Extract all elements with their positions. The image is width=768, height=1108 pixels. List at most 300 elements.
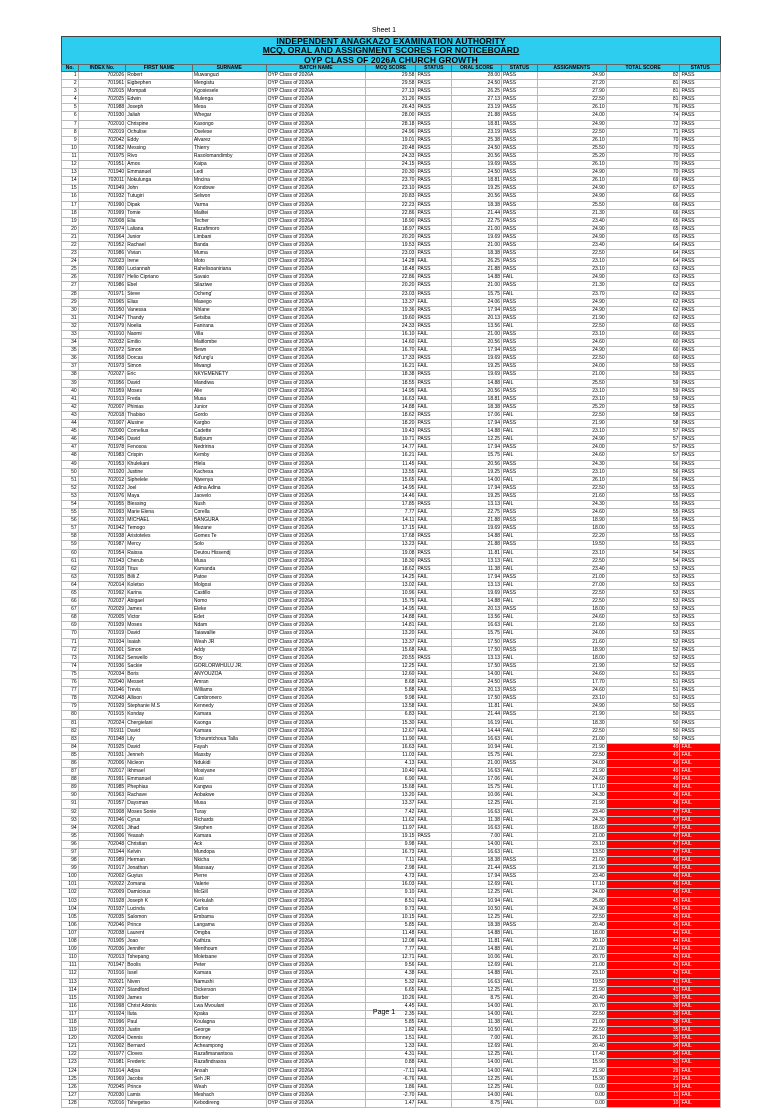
mcq-score: 9.56 <box>366 962 416 970</box>
assignments: 18.00 <box>537 606 606 614</box>
mcq-status: FAIL <box>416 735 452 743</box>
surname: Kamara <box>192 727 266 735</box>
assignments: 24.00 <box>537 444 606 452</box>
row-no: 127 <box>62 1091 79 1099</box>
index-no: 702030 <box>78 1091 126 1099</box>
mcq-status: PASS <box>416 282 452 290</box>
total-status: FAIL <box>680 1002 721 1010</box>
table-row <box>62 727 721 735</box>
assignments: 25.20 <box>537 152 606 160</box>
index-no: 701998 <box>78 1002 126 1010</box>
batch-name: OYP Class of 2026A <box>266 581 366 589</box>
surname: Acheampong <box>192 1043 266 1051</box>
mcq-status: FAIL <box>416 363 452 371</box>
table-row <box>62 509 721 517</box>
assignments: 24.90 <box>537 436 606 444</box>
total-score: 53 <box>606 614 680 622</box>
mcq-score: 10.40 <box>366 768 416 776</box>
surname: Limbani <box>192 233 266 241</box>
surname: Weah <box>192 1083 266 1091</box>
table-row <box>62 703 721 711</box>
oral-status: FAIL <box>502 1051 538 1059</box>
row-no: 12 <box>62 161 79 169</box>
index-no: 702022 <box>78 881 126 889</box>
mcq-status: FAIL <box>416 687 452 695</box>
oral-status: PASS <box>502 209 538 217</box>
oral-status: PASS <box>502 347 538 355</box>
assignments: 17.10 <box>537 881 606 889</box>
batch-name: OYP Class of 2026A <box>266 266 366 274</box>
assignments: 24.90 <box>537 233 606 241</box>
surname: Razafimoro <box>192 225 266 233</box>
batch-name: OYP Class of 2026A <box>266 355 366 363</box>
row-no: 44 <box>62 420 79 428</box>
surname: Kargbo <box>192 420 266 428</box>
batch-name: OYP Class of 2026A <box>266 298 366 306</box>
total-score: 55 <box>606 484 680 492</box>
batch-name: OYP Class of 2026A <box>266 905 366 913</box>
mcq-score: 16.21 <box>366 363 416 371</box>
first-name: Prince <box>126 921 193 929</box>
row-no: 102 <box>62 889 79 897</box>
batch-name: OYP Class of 2026A <box>266 541 366 549</box>
oral-status: FAIL <box>502 428 538 436</box>
table-row <box>62 452 721 460</box>
table-row <box>62 298 721 306</box>
first-name: Eric <box>126 371 193 379</box>
oral-status: PASS <box>502 371 538 379</box>
first-name: Guyius <box>126 873 193 881</box>
oral-score: 13.56 <box>452 322 502 330</box>
first-name: Tutugiri <box>126 193 193 201</box>
total-status: PASS <box>680 679 721 687</box>
batch-name: OYP Class of 2026A <box>266 420 366 428</box>
table-row <box>62 792 721 800</box>
first-name: Nokulunga <box>126 177 193 185</box>
surname: Kerkulah <box>192 897 266 905</box>
assignments: 21.90 <box>537 1067 606 1075</box>
batch-name: OYP Class of 2026A <box>266 1035 366 1043</box>
total-score: 70 <box>606 152 680 160</box>
table-row <box>62 759 721 767</box>
oral-score: 20.56 <box>452 193 502 201</box>
total-score: 46 <box>606 881 680 889</box>
row-no: 5 <box>62 104 79 112</box>
assignments: 21.90 <box>537 314 606 322</box>
oral-status: FAIL <box>502 978 538 986</box>
row-no: 113 <box>62 978 79 986</box>
total-score: 55 <box>606 509 680 517</box>
mcq-status: FAIL <box>416 646 452 654</box>
oral-score: 22.75 <box>452 509 502 517</box>
oral-score: 14.88 <box>452 929 502 937</box>
mcq-score: 16.63 <box>366 395 416 403</box>
surname: Bonney <box>192 1035 266 1043</box>
table-body <box>62 72 721 1108</box>
row-no: 116 <box>62 1002 79 1010</box>
row-no: 32 <box>62 322 79 330</box>
total-status: FAIL <box>680 1051 721 1059</box>
oral-score: 28.00 <box>452 72 502 80</box>
oral-status: FAIL <box>502 411 538 419</box>
batch-name: OYP Class of 2026A <box>266 525 366 533</box>
index-no: 701914 <box>78 1067 126 1075</box>
assignments: 0.00 <box>537 1099 606 1107</box>
total-score: 48 <box>606 792 680 800</box>
oral-status: FAIL <box>502 735 538 743</box>
surname: Razafindrasoa <box>192 1059 266 1067</box>
total-status: FAIL <box>680 1035 721 1043</box>
first-name: Iluta <box>126 1010 193 1018</box>
oral-status: PASS <box>502 679 538 687</box>
surname: Fayah <box>192 743 266 751</box>
batch-name: OYP Class of 2026A <box>266 201 366 209</box>
row-no: 69 <box>62 622 79 630</box>
total-status: PASS <box>680 638 721 646</box>
first-name: Jaliah <box>126 112 193 120</box>
row-no: 29 <box>62 298 79 306</box>
row-no: 20 <box>62 225 79 233</box>
index-no: 701981 <box>78 1059 126 1067</box>
mcq-score: 11.48 <box>366 929 416 937</box>
mcq-status: PASS <box>416 549 452 557</box>
batch-name: OYP Class of 2026A <box>266 849 366 857</box>
table-row <box>62 88 721 96</box>
total-score: 47 <box>606 808 680 816</box>
oral-score: 17.94 <box>452 484 502 492</box>
oral-status: PASS <box>502 282 538 290</box>
mcq-status: FAIL <box>416 1035 452 1043</box>
total-status: PASS <box>680 96 721 104</box>
first-name: Mercy <box>126 541 193 549</box>
total-status: FAIL <box>680 1027 721 1035</box>
total-score: 46 <box>606 873 680 881</box>
assignments: 23.10 <box>537 549 606 557</box>
oral-score: 21.00 <box>452 282 502 290</box>
oral-score: 8.75 <box>452 994 502 1002</box>
index-no: 702023 <box>78 258 126 266</box>
table-row <box>62 1083 721 1091</box>
oral-score: 21.44 <box>452 209 502 217</box>
mcq-status: FAIL <box>416 1010 452 1018</box>
row-no: 65 <box>62 590 79 598</box>
total-score: 63 <box>606 266 680 274</box>
total-status: FAIL <box>680 881 721 889</box>
first-name: Laurent <box>126 929 193 937</box>
batch-name: OYP Class of 2026A <box>266 735 366 743</box>
mcq-score: 27.13 <box>366 88 416 96</box>
oral-score: 20.56 <box>452 387 502 395</box>
mcq-score: 11.03 <box>366 751 416 759</box>
row-no: 90 <box>62 792 79 800</box>
total-status: FAIL <box>680 978 721 986</box>
row-no: 16 <box>62 193 79 201</box>
mcq-status: FAIL <box>416 573 452 581</box>
table-row <box>62 290 721 298</box>
mcq-status: FAIL <box>416 468 452 476</box>
oral-status: FAIL <box>502 322 538 330</box>
first-name: Cloves <box>126 1051 193 1059</box>
index-no: 702013 <box>78 954 126 962</box>
row-no: 74 <box>62 662 79 670</box>
table-row <box>62 217 721 225</box>
oral-score: 11.81 <box>452 938 502 946</box>
index-no: 701908 <box>78 808 126 816</box>
mcq-status: PASS <box>416 217 452 225</box>
mcq-status: PASS <box>416 533 452 541</box>
table-row <box>62 962 721 970</box>
index-no: 702027 <box>78 371 126 379</box>
total-score: 11 <box>606 1091 680 1099</box>
total-status: PASS <box>680 509 721 517</box>
first-name: Abigael <box>126 598 193 606</box>
surname: Kondowe <box>192 185 266 193</box>
mcq-score: 4.13 <box>366 759 416 767</box>
oral-score: 15.75 <box>452 751 502 759</box>
table-row <box>62 112 721 120</box>
row-no: 37 <box>62 363 79 371</box>
surname: Kgosiesele <box>192 88 266 96</box>
first-name: Aristoteles <box>126 533 193 541</box>
mcq-score: 7.11 <box>366 857 416 865</box>
total-status: PASS <box>680 379 721 387</box>
index-no: 702000 <box>78 428 126 436</box>
table-row <box>62 379 721 387</box>
assignments: 24.30 <box>537 816 606 824</box>
mcq-status: PASS <box>416 152 452 160</box>
index-no: 701913 <box>78 395 126 403</box>
assignments: 24.30 <box>537 500 606 508</box>
mcq-score: 10.15 <box>366 913 416 921</box>
batch-name: OYP Class of 2026A <box>266 322 366 330</box>
index-no: 701940 <box>78 169 126 177</box>
surname: Mesa <box>192 104 266 112</box>
first-name: Laliana <box>126 225 193 233</box>
row-no: 79 <box>62 703 79 711</box>
batch-name: OYP Class of 2026A <box>266 161 366 169</box>
oral-status: FAIL <box>502 533 538 541</box>
index-no: 702032 <box>78 339 126 347</box>
mcq-score: 9.98 <box>366 840 416 848</box>
first-name: Amos <box>126 161 193 169</box>
assignments: 25.20 <box>537 403 606 411</box>
mcq-status: FAIL <box>416 444 452 452</box>
oral-score: 20.13 <box>452 314 502 322</box>
surname: Kathiza <box>192 938 266 946</box>
assignments: 15.90 <box>537 1075 606 1083</box>
surname: Ndam <box>192 622 266 630</box>
first-name: Simon <box>126 347 193 355</box>
table-row <box>62 525 721 533</box>
row-no: 96 <box>62 840 79 848</box>
row-no: 73 <box>62 654 79 662</box>
index-no: 701985 <box>78 784 126 792</box>
oral-status: PASS <box>502 711 538 719</box>
oral-status: FAIL <box>502 476 538 484</box>
index-no: 701992 <box>78 590 126 598</box>
total-status: PASS <box>680 314 721 322</box>
surname: Banda <box>192 241 266 249</box>
oral-score: 22.75 <box>452 217 502 225</box>
mcq-status: PASS <box>416 88 452 96</box>
index-no: 701932 <box>78 193 126 201</box>
mcq-score: 16.21 <box>366 452 416 460</box>
mcq-status: FAIL <box>416 816 452 824</box>
assignments: 23.10 <box>537 428 606 436</box>
first-name: Jihad <box>126 824 193 832</box>
mcq-status: FAIL <box>416 921 452 929</box>
assignments: 23.10 <box>537 970 606 978</box>
table-row <box>62 347 721 355</box>
row-no: 34 <box>62 339 79 347</box>
batch-name: OYP Class of 2026A <box>266 492 366 500</box>
first-name: Christ Adonis <box>126 1002 193 1010</box>
oral-score: 12.25 <box>452 436 502 444</box>
row-no: 17 <box>62 201 79 209</box>
mcq-status: FAIL <box>416 970 452 978</box>
total-score: 65 <box>606 217 680 225</box>
table-row <box>62 857 721 865</box>
batch-name: OYP Class of 2026A <box>266 371 366 379</box>
oral-status: PASS <box>502 387 538 395</box>
mcq-status: FAIL <box>416 978 452 986</box>
total-status: PASS <box>680 339 721 347</box>
table-row <box>62 646 721 654</box>
table-row <box>62 913 721 921</box>
index-no: 702004 <box>78 1035 126 1043</box>
total-score: 62 <box>606 306 680 314</box>
surname: Mailtei <box>192 209 266 217</box>
mcq-status: PASS <box>416 565 452 573</box>
first-name: Yeasah <box>126 832 193 840</box>
mcq-score: 0.88 <box>366 1059 416 1067</box>
index-no: 701962 <box>78 654 126 662</box>
batch-name: OYP Class of 2026A <box>266 241 366 249</box>
mcq-score: 2.98 <box>366 865 416 873</box>
total-score: 55 <box>606 541 680 549</box>
total-score: 52 <box>606 638 680 646</box>
first-name: Rivo <box>126 152 193 160</box>
table-row <box>62 274 721 282</box>
index-no: 702016 <box>78 1099 126 1107</box>
batch-name: OYP Class of 2026A <box>266 1027 366 1035</box>
table-row <box>62 557 721 565</box>
batch-name: OYP Class of 2026A <box>266 1067 366 1075</box>
table-row <box>62 1035 721 1043</box>
surname: Mulenga <box>192 96 266 104</box>
oral-score: 14.00 <box>452 1091 502 1099</box>
batch-name: OYP Class of 2026A <box>266 1043 366 1051</box>
mcq-status: PASS <box>416 193 452 201</box>
oral-score: 14.00 <box>452 1010 502 1018</box>
table-row <box>62 970 721 978</box>
batch-name: OYP Class of 2026A <box>266 468 366 476</box>
oral-status: FAIL <box>502 792 538 800</box>
mcq-status: FAIL <box>416 581 452 589</box>
total-status: FAIL <box>680 897 721 905</box>
total-status: PASS <box>680 144 721 152</box>
row-no: 91 <box>62 800 79 808</box>
oral-status: PASS <box>502 662 538 670</box>
surname: George <box>192 1027 266 1035</box>
table-row <box>62 776 721 784</box>
oral-status: FAIL <box>502 557 538 565</box>
row-no: 114 <box>62 986 79 994</box>
first-name: Helio Cipriano <box>126 274 193 282</box>
row-no: 38 <box>62 371 79 379</box>
mcq-status: FAIL <box>416 776 452 784</box>
batch-name: OYP Class of 2026A <box>266 363 366 371</box>
oral-status: PASS <box>502 144 538 152</box>
surname: Njwenya <box>192 476 266 484</box>
oral-status: FAIL <box>502 832 538 840</box>
total-status: PASS <box>680 695 721 703</box>
total-status: PASS <box>680 136 721 144</box>
row-no: 43 <box>62 411 79 419</box>
table-row <box>62 808 721 816</box>
batch-name: OYP Class of 2026A <box>266 274 366 282</box>
oral-score: 21.88 <box>452 112 502 120</box>
mcq-status: FAIL <box>416 768 452 776</box>
total-status: PASS <box>680 590 721 598</box>
batch-name: OYP Class of 2026A <box>266 865 366 873</box>
total-status: PASS <box>680 282 721 290</box>
index-no: 701925 <box>78 743 126 751</box>
mcq-status: FAIL <box>416 897 452 905</box>
batch-name: OYP Class of 2026A <box>266 136 366 144</box>
total-score: 50 <box>606 703 680 711</box>
oral-score: 20.56 <box>452 339 502 347</box>
table-row <box>62 541 721 549</box>
total-status: PASS <box>680 452 721 460</box>
mcq-status: FAIL <box>416 808 452 816</box>
oral-score: 17.94 <box>452 573 502 581</box>
table-row <box>62 938 721 946</box>
mcq-score: 12.67 <box>366 727 416 735</box>
assignments: 20.40 <box>537 1043 606 1051</box>
header-authority: INDEPENDENT ANAGKAZO EXAMINATION AUTHORITY <box>276 36 506 46</box>
surname: Kamara <box>192 970 266 978</box>
first-name: Luciannah <box>126 266 193 274</box>
first-name: Maya <box>126 492 193 500</box>
row-no: 81 <box>62 719 79 727</box>
index-no: 701947 <box>78 962 126 970</box>
oral-status: FAIL <box>502 719 538 727</box>
index-no: 701924 <box>78 1010 126 1018</box>
oral-score: 24.50 <box>452 679 502 687</box>
oral-status: FAIL <box>502 670 538 678</box>
row-no: 128 <box>62 1099 79 1107</box>
mcq-status: FAIL <box>416 598 452 606</box>
oral-score: 16.63 <box>452 735 502 743</box>
first-name: Vanessa <box>126 306 193 314</box>
total-score: 45 <box>606 889 680 897</box>
batch-name: OYP Class of 2026A <box>266 72 366 80</box>
oral-score: 17.50 <box>452 695 502 703</box>
row-no: 112 <box>62 970 79 978</box>
table-row <box>62 719 721 727</box>
total-score: 35 <box>606 1035 680 1043</box>
row-no: 125 <box>62 1075 79 1083</box>
oral-status: FAIL <box>502 970 538 978</box>
total-score: 43 <box>606 962 680 970</box>
table-row <box>62 484 721 492</box>
table-row <box>62 500 721 508</box>
batch-name: OYP Class of 2026A <box>266 484 366 492</box>
total-score: 47 <box>606 816 680 824</box>
oral-status: PASS <box>502 444 538 452</box>
row-no: 33 <box>62 331 79 339</box>
